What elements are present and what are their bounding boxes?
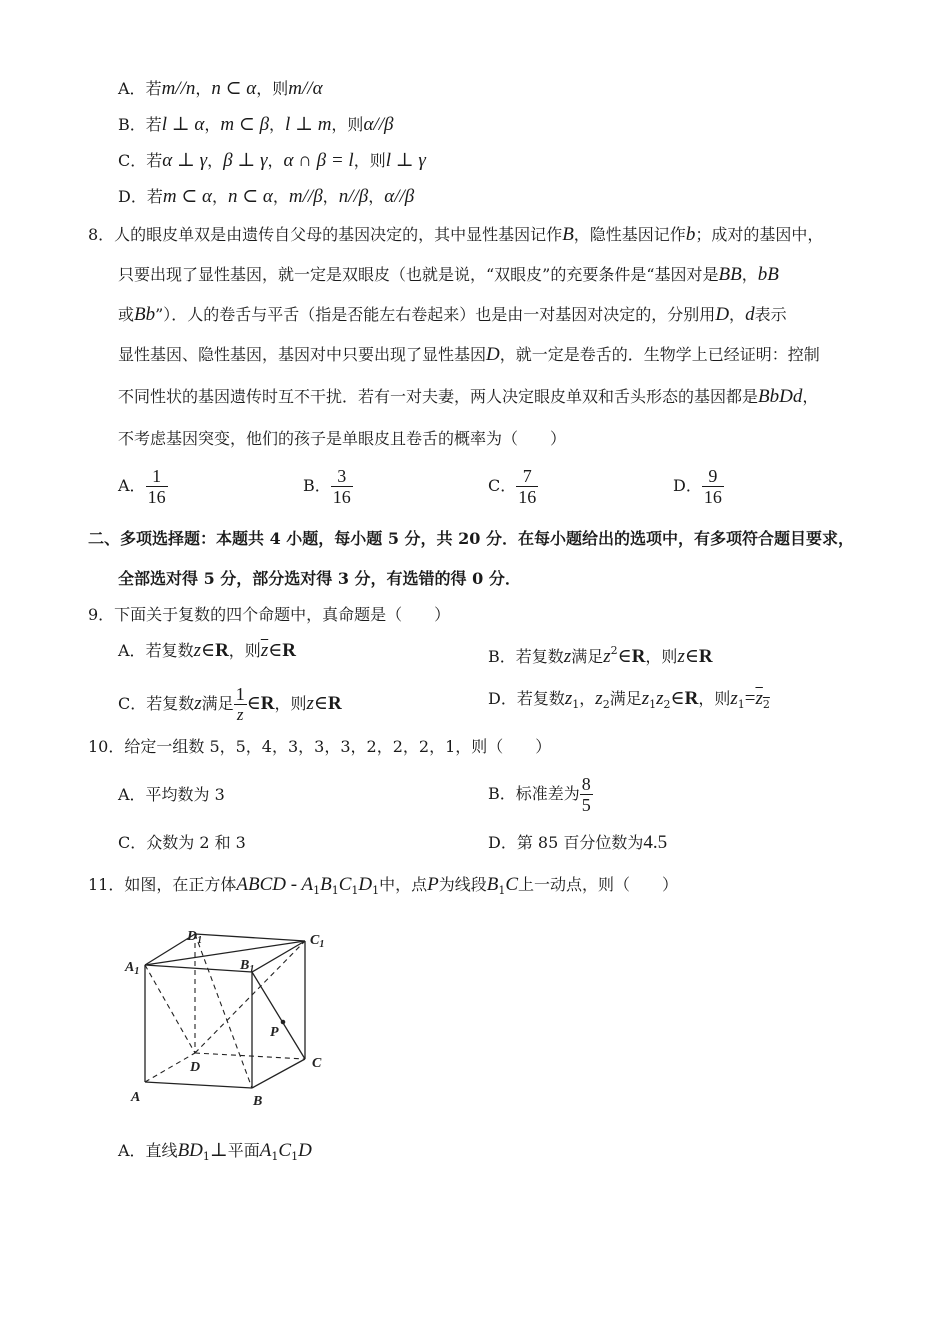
q11-stem: 11．如图，在正方体ABCD - $A_1B_1C_1D_1$中，点P为线段$B_1C$上一动点，则（ ） <box>88 874 679 897</box>
fraction: $\frac{9}{16}$ <box>703 466 722 507</box>
q8-option-d: D． $\frac{9}{16}$ <box>673 466 722 507</box>
label-a1: $A_1$ <box>125 960 140 977</box>
q10-option-d: D．第 85 百分位数为4.5 <box>488 832 668 853</box>
label-b: B <box>253 1094 263 1109</box>
q10-option-c: C．众数为 2 和 3 <box>118 833 246 852</box>
q8-line-5: 不同性状的基因遗传时互不干扰．若有一对夫妻，两人决定眼皮单双和舌头形态的基因都是BbDd， <box>118 386 819 407</box>
cube-figure <box>120 925 340 1110</box>
q9-option-a: A．若复数z∈R，则$\overline{z}\in R$ <box>118 640 297 661</box>
fraction: $\frac{1}{16}$ <box>147 466 166 507</box>
q7-option-b: B．若l ⊥ α，m ⊂ β，l ⊥ m，则α//β <box>118 114 394 135</box>
label-a: A <box>131 1090 141 1105</box>
label-p: P <box>270 1025 279 1040</box>
q8-option-b: B． $\frac{3}{16}$ <box>303 466 351 507</box>
label-b1: $B_1$ <box>240 958 255 975</box>
q8-line-6: 不考虑基因突变，他们的孩子是单眼皮且卷舌的概率为（ ） <box>118 429 567 448</box>
q8-line-1: 8．人的眼皮单双是由遗传自父母的基因决定的，其中显性基因记作B，隐性基因记作b；成对的基因中， <box>88 224 824 245</box>
q9-stem: 9．下面关于复数的四个命题中，真命题是（ ） <box>88 605 451 624</box>
label-d: D <box>190 1060 201 1075</box>
q10-option-b: B．标准差为 $\frac{8}{5}$ <box>488 774 591 815</box>
section-heading-line-2: 全部选对得 5 分，部分选对得 3 分，有选错的得 0 分． <box>118 569 521 588</box>
label-d1: $D_1$ <box>187 929 203 946</box>
q8-line-4: 显性基因、隐性基因，基因对中只要出现了显性基因D，就一定是卷舌的．生物学上已经证明：控制 <box>118 344 820 365</box>
label-c: C <box>312 1056 322 1071</box>
q9-option-d: D．若复数$z_1$，$z_2$满足$z_1z_2\in R$，则$z_1=z_2$ <box>488 688 770 711</box>
q8-line-2: 只要出现了显性基因，就一定是双眼皮（也就是说，“双眼皮”的充要条件是“基因对是BB，bB <box>118 264 779 285</box>
q11-option-a: A．直线$BD_1\perp$平面$A_1C_1D$ <box>118 1140 312 1163</box>
q9-option-c: C．若复数z满足 $\frac{1}{z}$ ∈R，则z∈R <box>118 684 342 724</box>
q7-option-a: A．若m//n，n ⊂ α，则m//α <box>118 78 323 99</box>
q8-option-a: A． $\frac{1}{16}$ <box>118 466 166 507</box>
q10-stem: 10．给定一组数 5，5，4，3，3，3，2，2，2，1，则（ ） <box>88 737 552 756</box>
q8-line-3: 或Bb”）．人的卷舌与平舌（指是否能左右卷起来）也是由一对基因对决定的，分别用D，d表示 <box>118 304 787 325</box>
fraction: $\frac{3}{16}$ <box>332 466 351 507</box>
q10-option-a: A．平均数为 3 <box>118 785 225 804</box>
fraction: $\frac{1}{z}$ <box>235 684 245 724</box>
q7-option-c: C．若α ⊥ γ，β ⊥ γ，α ∩ β = l，则l ⊥ γ <box>118 150 426 171</box>
q9-option-b: B．若复数z满足$z^2\in R$，则z∈R <box>488 644 713 667</box>
fraction: $\frac{8}{5}$ <box>581 774 591 815</box>
section-heading-line-1: 二、多项选择题：本题共 4 小题，每小题 5 分，共 20 分．在每小题给出的选项中，有多项符合题目要求， <box>88 529 854 548</box>
fraction: $\frac{7}{16}$ <box>518 466 537 507</box>
label-c1: $C_1$ <box>310 933 325 950</box>
q7-option-d: D．若m ⊂ α，n ⊂ α，m//β，n//β，α//β <box>118 186 415 207</box>
q8-option-c: C． $\frac{7}{16}$ <box>488 466 537 507</box>
